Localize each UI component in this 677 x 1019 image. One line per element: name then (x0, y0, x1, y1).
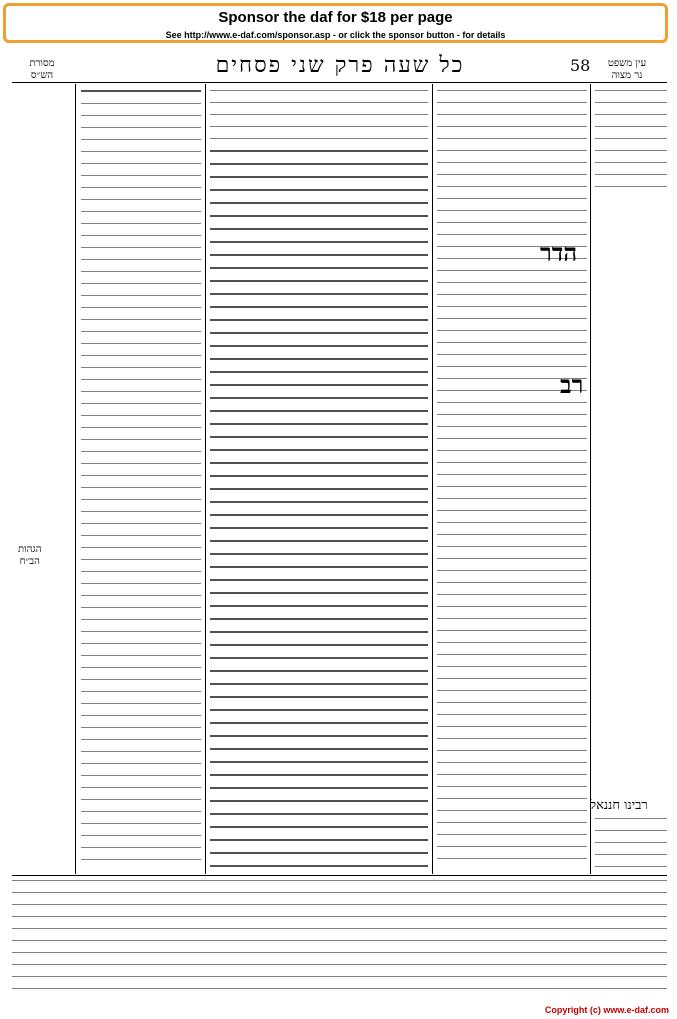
footer-rule (12, 875, 667, 876)
rashi-divider (432, 84, 433, 874)
sponsor-title[interactable]: Sponsor the daf for $18 per page (218, 9, 453, 26)
left-margin-divider (75, 84, 76, 874)
sponsor-subtitle[interactable]: See http://www.e-daf.com/sponsor.asp - or click the sponsor button - for details (165, 30, 506, 40)
sponsor-banner[interactable] (3, 3, 668, 43)
tosafot-column (81, 90, 201, 870)
gemara-column (210, 150, 428, 870)
rashi-column (437, 90, 587, 870)
footer-commentary (12, 880, 667, 1000)
page-number: 58 (570, 56, 591, 75)
rashi-dibur-hamatchil-1: הדר (540, 238, 578, 267)
header-rule (12, 82, 667, 83)
rabbeinu-chananel-text (595, 818, 667, 872)
ein-mishpat-label: עין משפט נר מצוה (607, 58, 647, 81)
page-header-title: כל שעה פרק שני פסחים (215, 53, 465, 78)
copyright-text[interactable]: Copyright (c) www.e-daf.com (544, 1005, 669, 1015)
right-margin-divider (590, 84, 591, 874)
tosafot-divider (205, 84, 206, 874)
gemara-top-tosafot (210, 90, 428, 145)
ein-mishpat-notes (595, 90, 667, 210)
hagahot-habach-label: הגהות הב״ח (18, 544, 42, 567)
mesoret-label: מסורת הש״ס (29, 58, 55, 81)
rashi-dibur-hamatchil-2: רב (560, 370, 584, 399)
rabbeinu-chananel-label: רבינו חננאל (590, 798, 648, 813)
